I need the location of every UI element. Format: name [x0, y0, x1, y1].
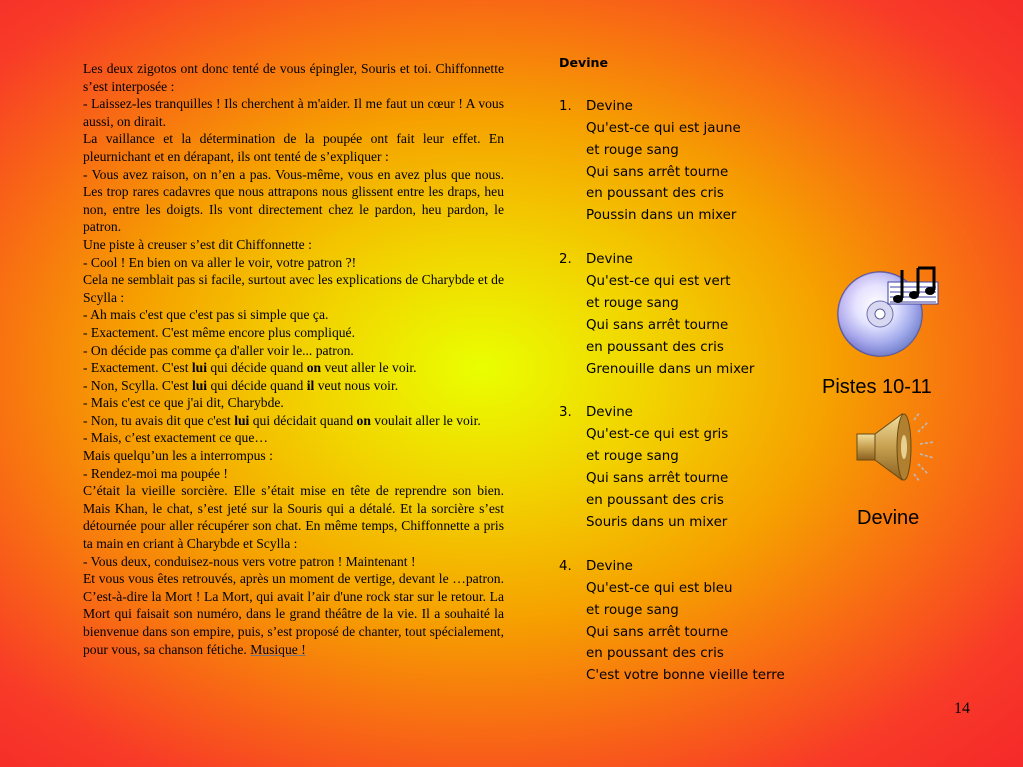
verse-number: 1.	[559, 98, 572, 114]
verse-number: 2.	[559, 252, 572, 268]
story-paragraph	[83, 553, 504, 571]
page-number: 14	[954, 700, 970, 717]
verse	[559, 96, 859, 227]
text-run: - Ah mais c'est que c'est pas si simple que ça.	[83, 307, 329, 323]
text-run: - Exactement. C'est même encore plus compliqué.	[83, 324, 355, 340]
story-paragraph	[83, 482, 504, 552]
text-run: - Mais, c’est exactement ce que…	[83, 430, 268, 446]
story-paragraph	[83, 60, 504, 95]
text-run: voulait aller le voir.	[370, 412, 481, 428]
lyric-line: C'est votre bonne vieille terre	[586, 668, 785, 684]
text-run: - Mais c'est ce que j'ai dit, Charybde.	[83, 395, 284, 411]
story-text	[83, 60, 504, 658]
story-paragraph	[83, 130, 504, 165]
text-run: - Vous deux, conduisez-nous vers votre patron ! Maintenant !	[83, 553, 416, 569]
story-paragraph	[83, 271, 504, 306]
music-link[interactable]: Musique !	[250, 641, 306, 657]
lyric-line: Devine	[586, 405, 633, 421]
story-paragraph	[83, 236, 504, 254]
text-run: - Exactement. C'est	[83, 360, 192, 376]
verse-lines	[586, 96, 741, 227]
verse-list	[559, 96, 859, 687]
text-run: Les deux zigotos ont donc tenté de vous épingler, Souris et toi. Chiffonnette s’est interposée :	[83, 61, 504, 94]
lyric-line: en poussant des cris	[586, 339, 724, 355]
text-run: qui décide quand	[207, 377, 307, 393]
lyric-line: Qui sans arrêt tourne	[586, 471, 729, 487]
story-paragraph	[83, 342, 504, 360]
story-paragraph	[83, 95, 504, 130]
text-run: C’était la vieille sorcière. Elle s’était mise en tête de reprendre son bien. Mais Khan, le chat, s’est jeté sur la Souris qui a détalé. Et la sorcière s’est détournée pour aller récupérer son chat. En même temps, Chiffonnette a pris ta main en criant à Charybde et Scylla :	[83, 483, 504, 552]
cd-music-icon[interactable]	[836, 264, 942, 360]
text-run: - Cool ! En bien on va aller le voir, votre patron ?!	[83, 254, 357, 270]
lyric-line: Qu'est-ce qui est bleu	[586, 580, 733, 596]
text-run: veut aller le voir.	[321, 360, 417, 376]
lyric-line: Devine	[586, 98, 633, 114]
text-run: qui décide quand	[207, 360, 307, 376]
lyric-line: Qu'est-ce qui est jaune	[586, 120, 741, 136]
story-paragraph	[83, 324, 504, 342]
lyric-line: Souris dans un mixer	[586, 514, 728, 530]
text-run: Et vous vous êtes retrouvés, après un moment de vertige, devant le …patron. C’est-à-dire la Mort ! La Mort, qui avait l’air d'une rock star sur le retour. La Mort qui faisait son numéro, dans le grand théâtre de la vie. Il a souhaité la bienvenue dans son empire, puis, s’est proposé de chanter, tout spécialement, pour vous, sa chanson fétiche.	[83, 571, 504, 657]
story-paragraph	[83, 254, 504, 272]
text-run: La vaillance et la détermination de la poupée ont fait leur effet. En pleurnichant et en dérapant, ils ont tenté de s’expliquer :	[83, 131, 504, 164]
text-run: veut nous voir.	[314, 377, 399, 393]
verse	[559, 249, 859, 380]
story-paragraph	[83, 412, 504, 430]
story-paragraph	[83, 570, 504, 658]
story-paragraph	[83, 429, 504, 447]
lyric-line: Qu'est-ce qui est gris	[586, 427, 729, 443]
lyric-line: Qui sans arrêt tourne	[586, 164, 729, 180]
story-paragraph	[83, 359, 504, 377]
lyric-line: Qui sans arrêt tourne	[586, 317, 729, 333]
lyric-line: et rouge sang	[586, 602, 679, 618]
verse-lines	[586, 556, 785, 687]
story-paragraph	[83, 306, 504, 324]
verse	[559, 556, 859, 687]
verse-lines	[586, 249, 754, 380]
lyric-line: en poussant des cris	[586, 646, 724, 662]
text-run: - On décide pas comme ça d'aller voir le... patron.	[83, 342, 354, 358]
emphasis-text: lui	[191, 377, 208, 393]
lyric-line: en poussant des cris	[586, 186, 724, 202]
story-paragraph	[83, 377, 504, 395]
emphasis-text: lui	[234, 412, 250, 428]
emphasis-text: on	[356, 412, 371, 428]
lyric-line: et rouge sang	[586, 295, 679, 311]
text-run: - Non, tu avais dit que c'est	[83, 412, 235, 428]
emphasis-text: lui	[191, 360, 208, 376]
story-paragraph	[83, 166, 504, 236]
story-paragraph	[83, 394, 504, 412]
lyric-line: Qu'est-ce qui est vert	[586, 274, 731, 290]
lyric-line: en poussant des cris	[586, 493, 724, 509]
text-run: - Laissez-les tranquilles ! Ils cherchent à m'aider. Il me faut un cœur ! A vous aussi, on dirait.	[83, 96, 504, 129]
tracks-label: Pistes 10-11	[822, 376, 932, 398]
lyric-line: Qui sans arrêt tourne	[586, 624, 729, 640]
text-run: Mais quelqu’un les a interrompus :	[83, 448, 273, 464]
text-run: qui décidait quand	[249, 412, 357, 428]
lyrics-title: Devine	[559, 55, 609, 70]
story-paragraph	[83, 465, 504, 483]
lyric-line: et rouge sang	[586, 142, 679, 158]
lyric-line: Devine	[586, 252, 633, 268]
text-run: - Rendez-moi ma poupée !	[83, 465, 228, 481]
lyrics-panel	[559, 52, 859, 687]
verse-lines	[586, 402, 728, 533]
verse-number: 3.	[559, 405, 572, 421]
lyric-line: Devine	[586, 558, 633, 574]
story-paragraph	[83, 447, 504, 465]
text-run: - Vous avez raison, on n’en a pas. Vous-même, vous en avez plus que nous. Les trop rares cadavres que nous attrapons nous glissent entre les draps, heu non, entre les doigts. Ils vont directement chez le pardon, heu pardon, le patron.	[83, 166, 504, 235]
text-run: Cela ne semblait pas si facile, surtout avec les explications de Charybde et de Scylla :	[83, 272, 504, 305]
sound-label: Devine	[857, 507, 920, 529]
lyric-line: Poussin dans un mixer	[586, 208, 737, 224]
speaker-icon[interactable]	[854, 408, 940, 486]
text-run: Une piste à creuser s’est dit Chiffonnette :	[83, 236, 312, 252]
verse	[559, 402, 859, 533]
verse-number: 4.	[559, 558, 572, 574]
lyric-line: Grenouille dans un mixer	[586, 361, 755, 377]
emphasis-text: on	[306, 360, 322, 376]
text-run: - Non, Scylla. C'est	[83, 377, 192, 393]
lyric-line: et rouge sang	[586, 449, 679, 465]
emphasis-text: il	[306, 377, 315, 393]
